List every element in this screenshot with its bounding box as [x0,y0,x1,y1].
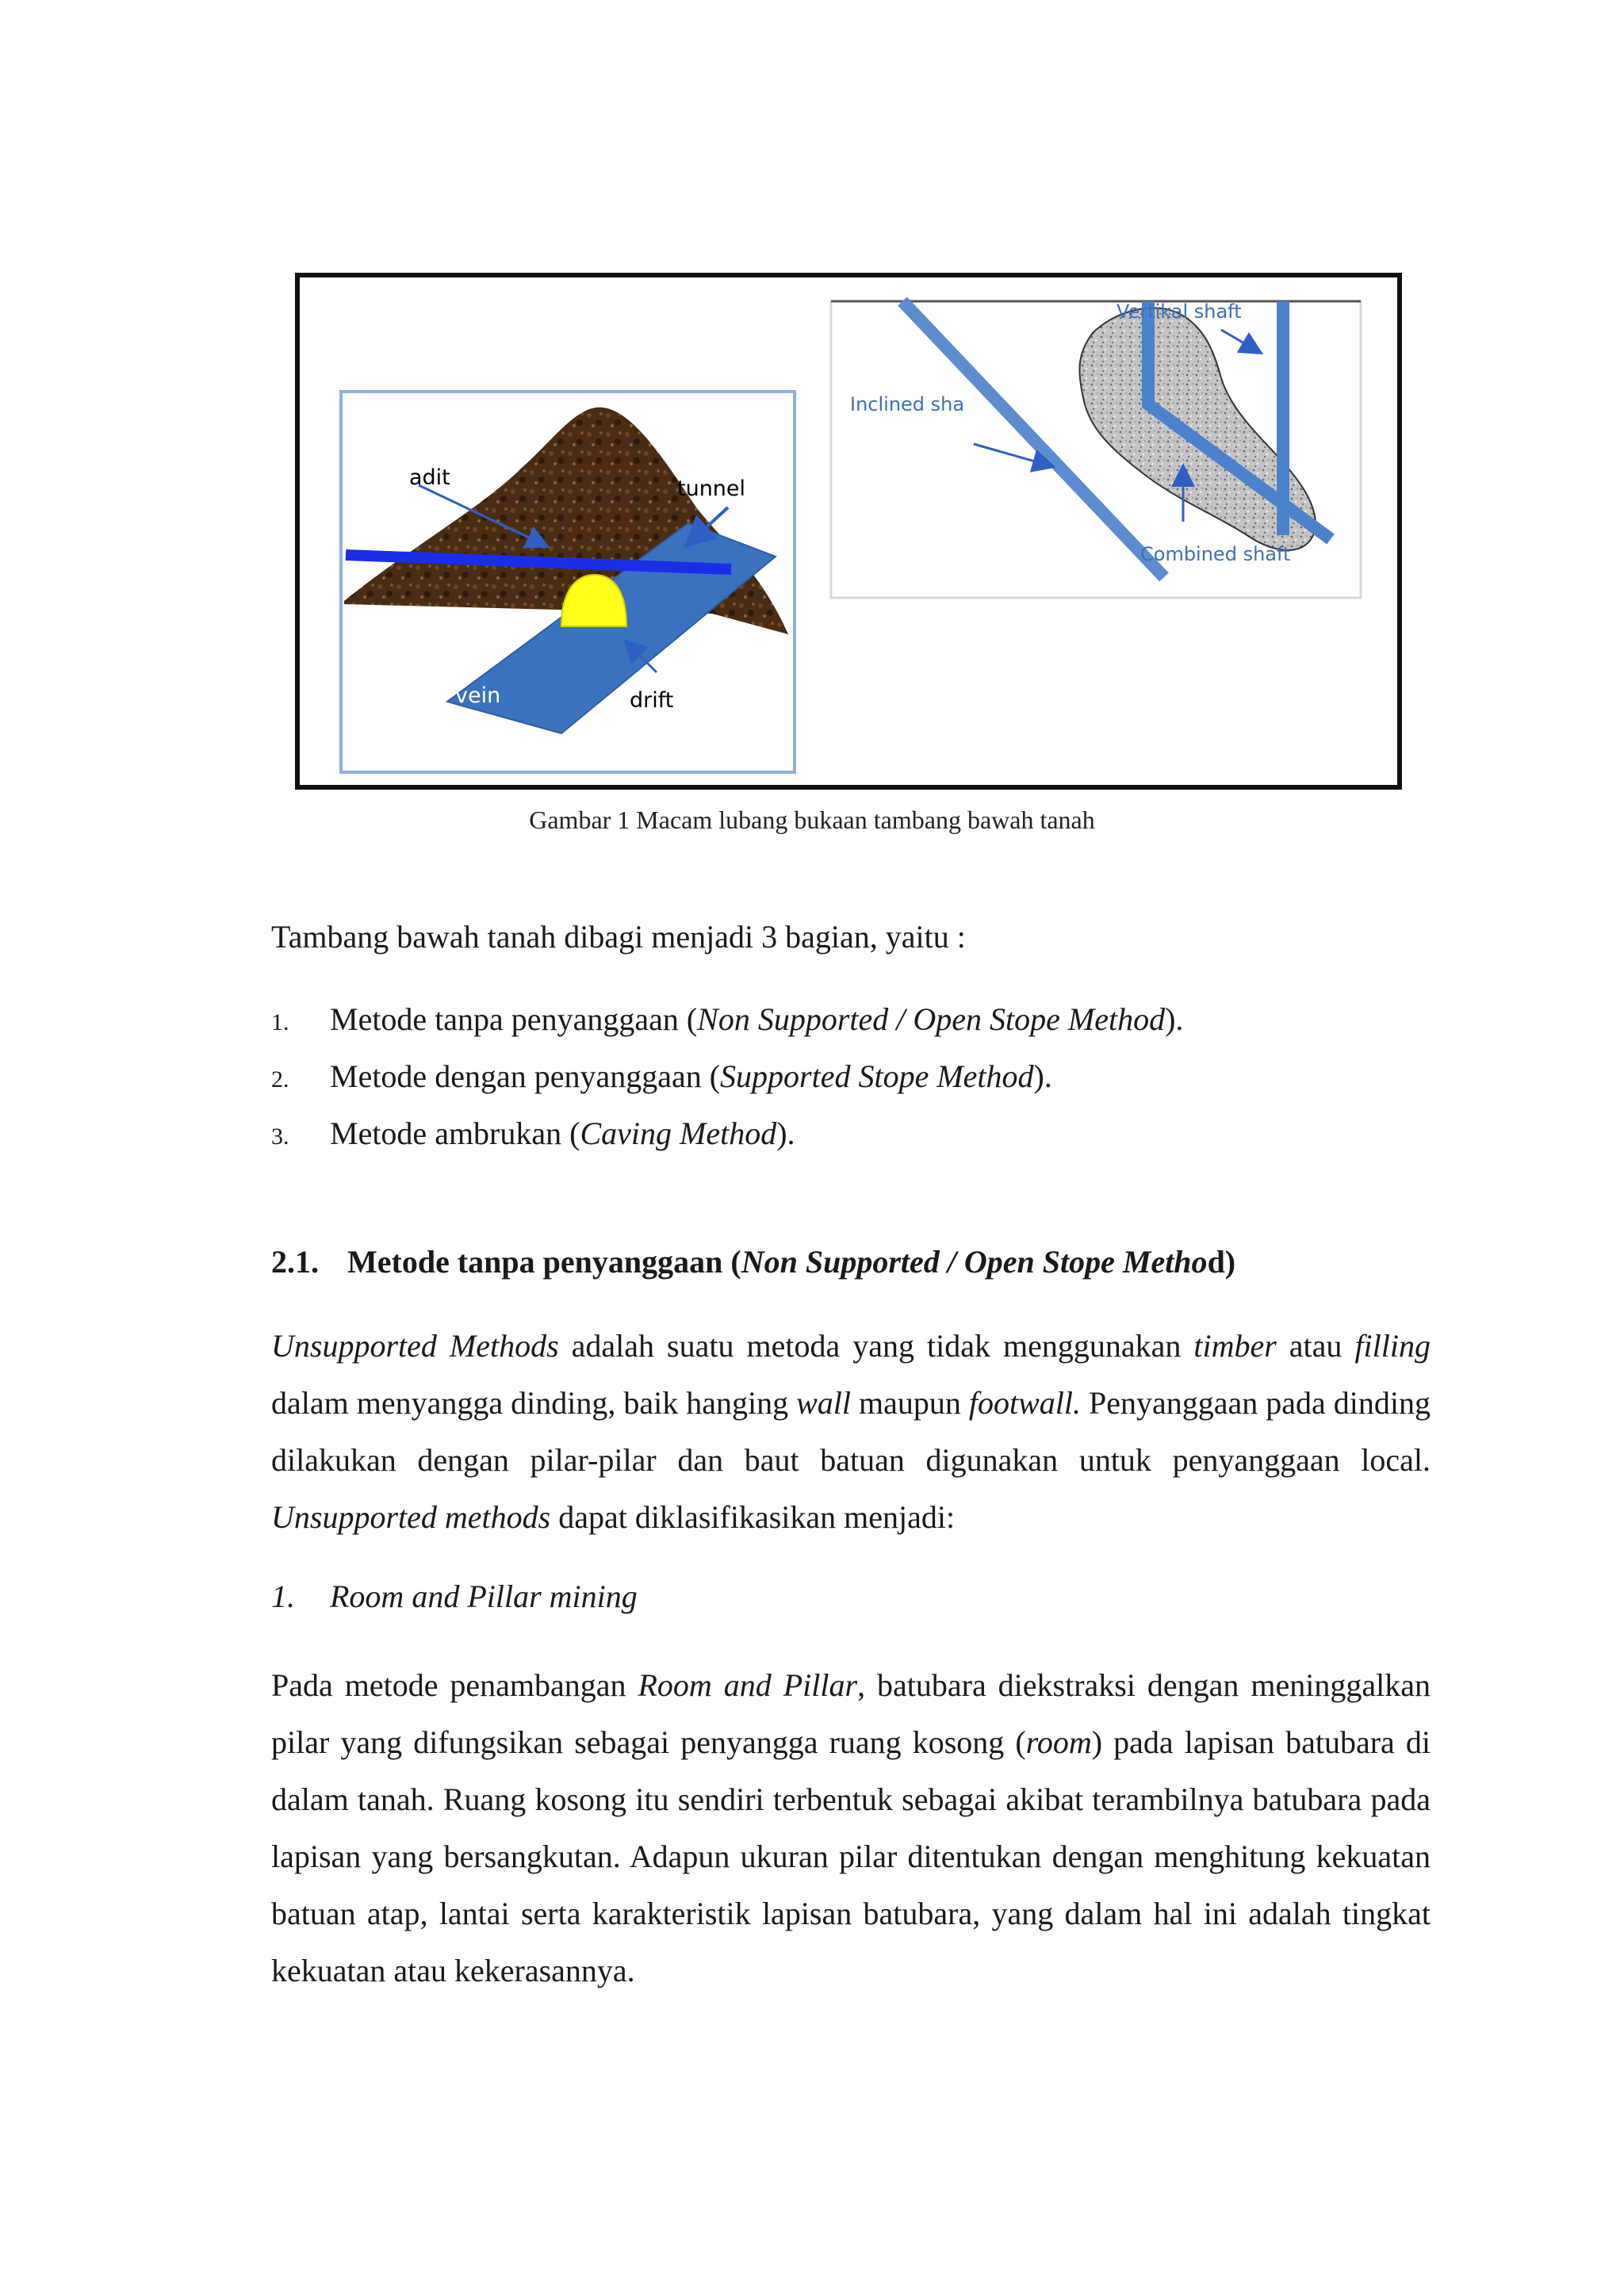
list-number: 2. [271,1066,289,1093]
subitem-room-pillar: 1. Room and Pillar mining [271,1578,638,1614]
label-vein: vein [455,683,501,708]
paragraph-unsupported: Unsupported Methods adalah suatu metoda yang tidak menggunakan timber atau filling dalam menyangga dinding, baik hanging wall maupun footwall. Penyanggaan pada dinding dilakukan dengan pilar-pilar dan baut batuan digunakan untuk penyanggaan local. Unsupported methods dapat diklasifikasikan menjadi: [271,1328,1431,1535]
section-number: 2.1. [271,1244,319,1280]
label-inclined-shaft: Inclined sha [850,393,965,415]
figure-caption: Gambar 1 Macam lubang bukaan tambang bawah tanah [529,806,1095,834]
list-number: 1. [271,1009,289,1035]
left-panel [341,392,795,772]
list-item: 3. Metode ambrukan (Caving Method). [271,1115,795,1151]
label-tunnel: tunnel [677,476,746,501]
methods-list [271,1001,1183,1172]
list-item: 1. Metode tanpa penyanggaan (Non Supported / Open Stope Method). [271,1001,1184,1037]
right-panel [831,300,1361,598]
list-item: 2. Metode dengan penyanggaan (Supported Stope Method). [271,1058,1052,1094]
label-combined-shaft: Combined shaft [1140,543,1291,565]
list-number: 3. [271,1123,289,1150]
figure-diagram [300,277,1397,785]
paragraph-room-pillar: Pada metode penambangan Room and Pillar, batubara diekstraksi dengan meninggalkan pilar yang difungsikan sebagai penyangga ruang kosong (room) pada lapisan batubara di dalam tanah. Ruang kosong itu sendiri terbentuk sebagai akibat terambilnya batubara pada lapisan yang bersangkutan. Adapun ukuran pilar ditentukan dengan menghitung kekuatan batuan atap, lantai serta karakteristik lapisan batubara, yang dalam hal ini adalah tingkat kekuatan atau kekerasannya. [271,1667,1431,1988]
intro-text: Tambang bawah tanah dibagi menjadi 3 bagian, yaitu : [271,919,966,955]
label-adit: adit [409,465,450,490]
figure-frame [295,273,1402,790]
label-drift: drift [630,688,674,713]
label-vertical-shaft: Vertikal shaft [1116,300,1242,323]
section-heading: 2.1. Metode tanpa penyanggaan (Non Supported / Open Stope Method) [271,1244,1236,1280]
